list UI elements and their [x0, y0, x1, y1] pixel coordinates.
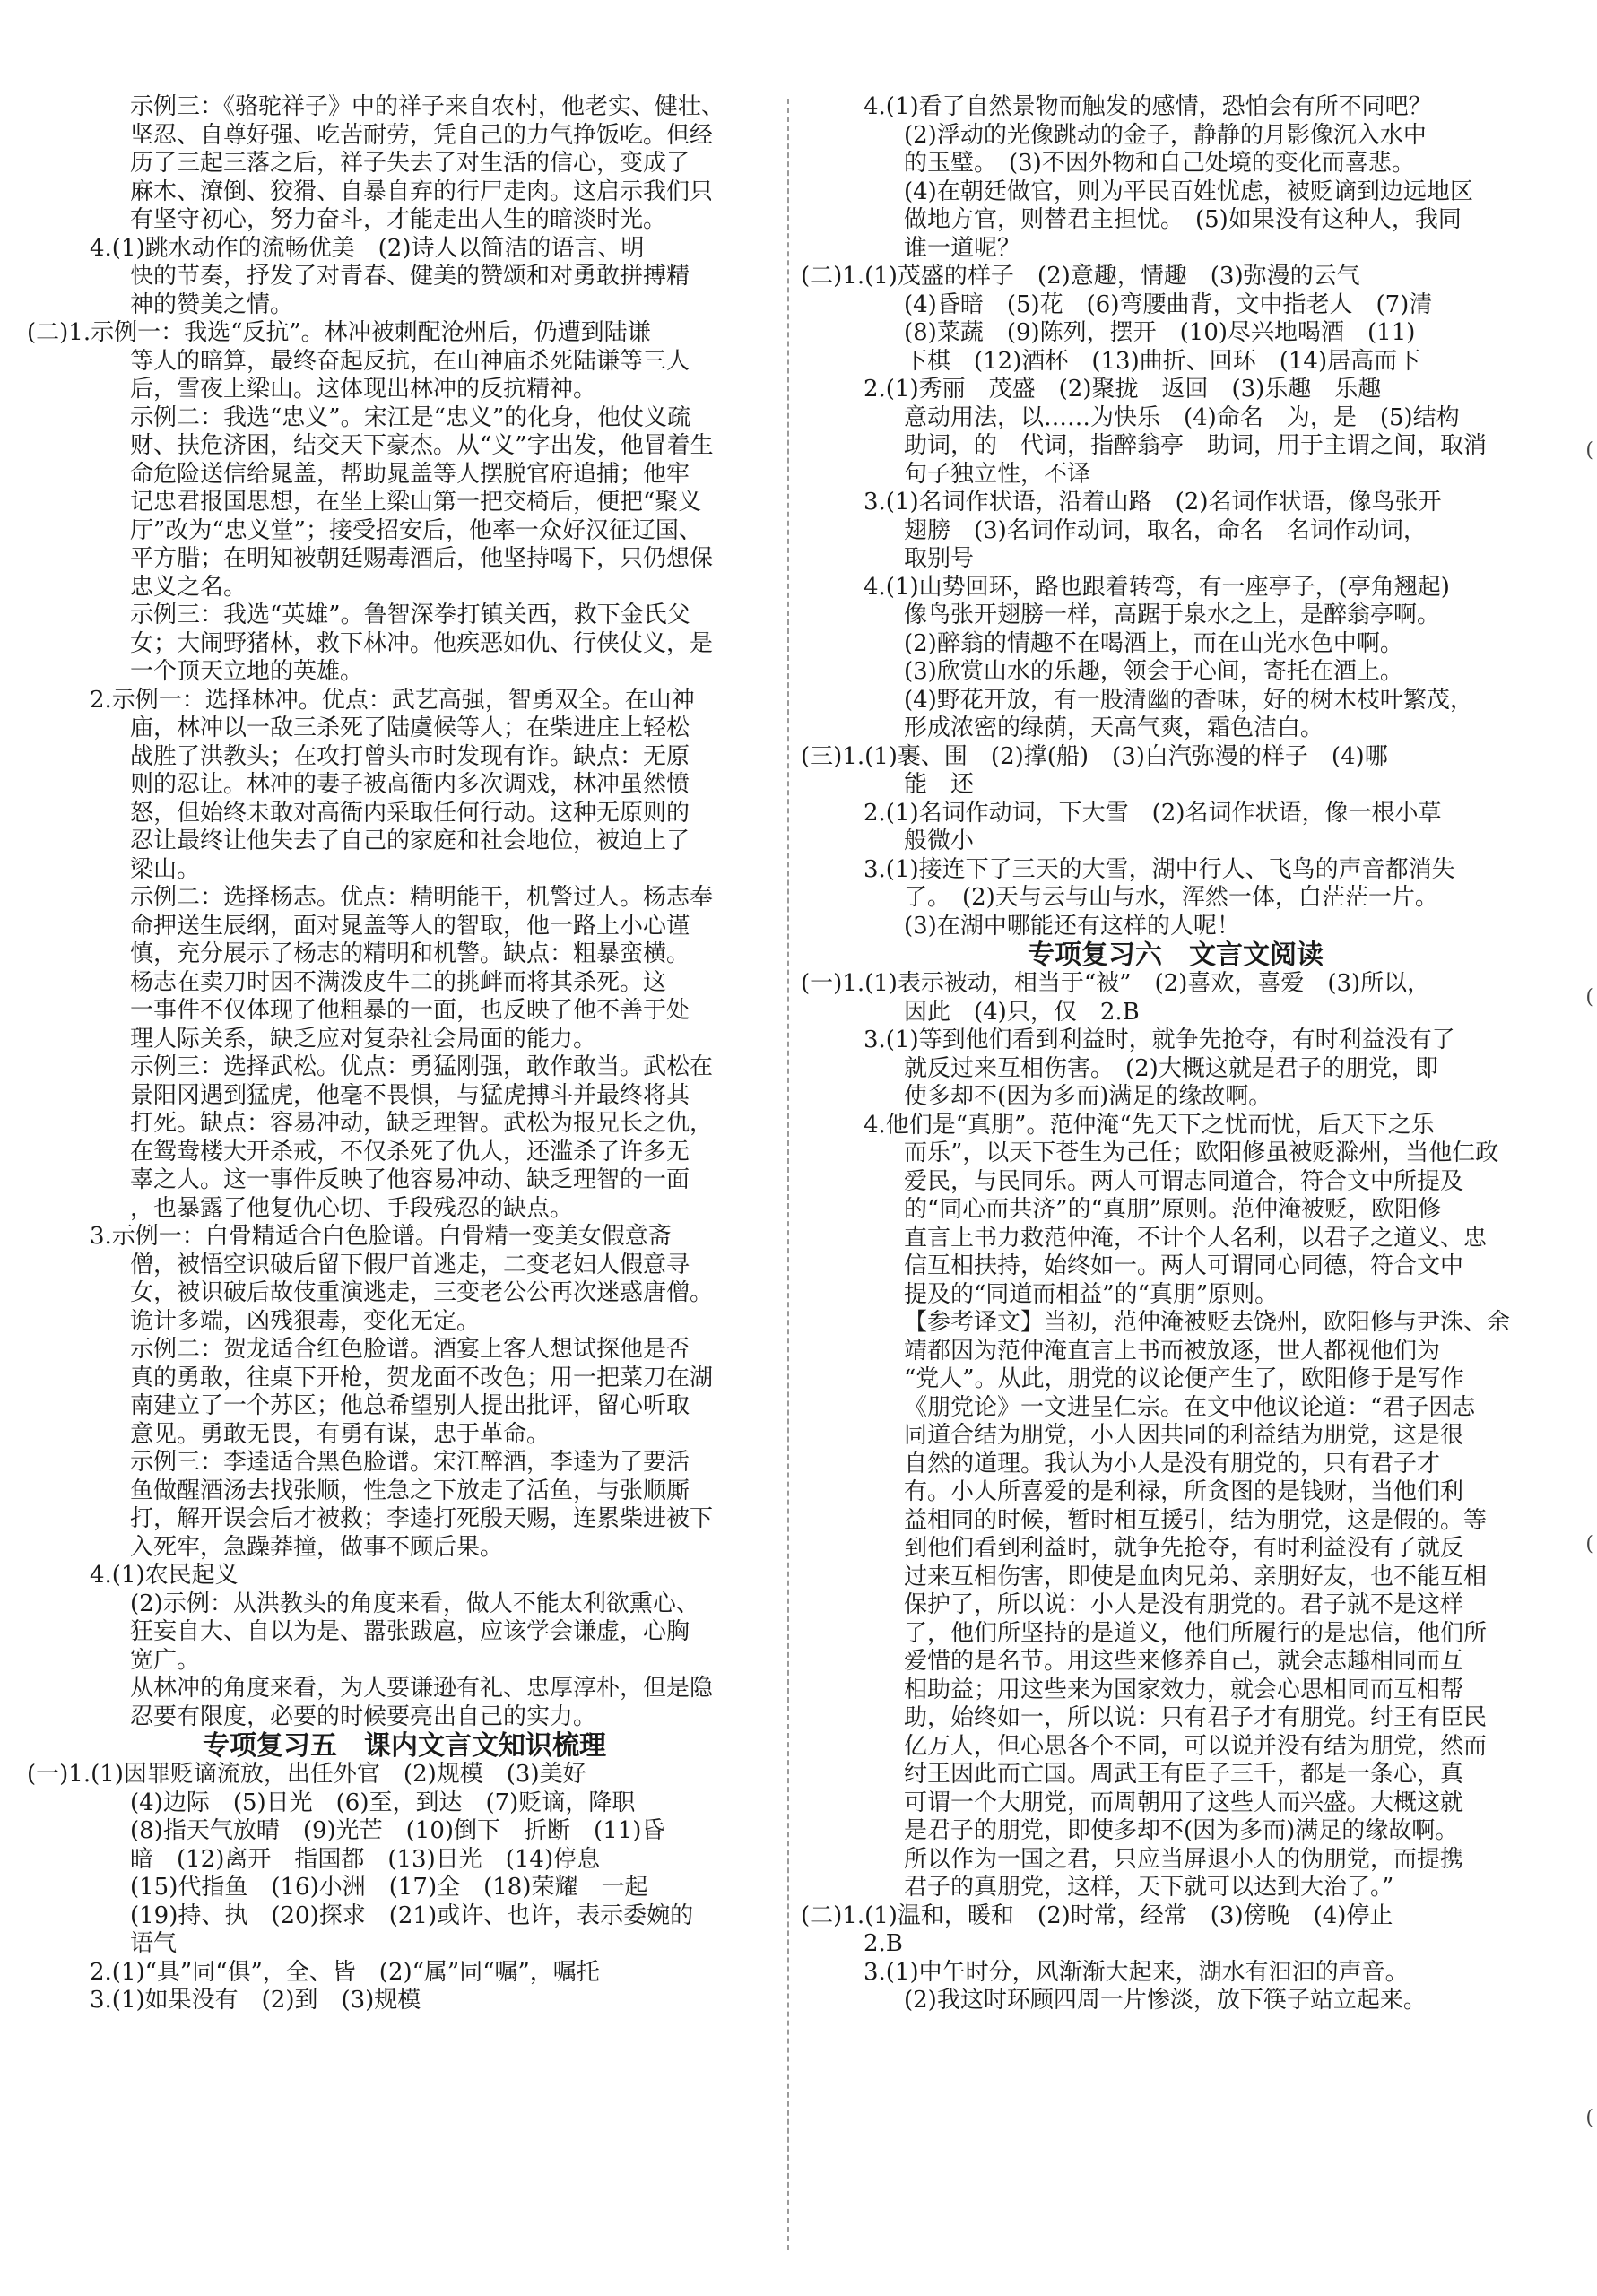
answer-line: ，也暴露了他复仇心切、手段残忍的缺点。	[130, 1194, 574, 1222]
answer-line: 命危险送信给晁盖，帮助晁盖等人摆脱官府追捕；他牢	[130, 460, 690, 488]
answer-line: 宽广。	[130, 1646, 201, 1674]
answer-line: (三)1.(1)裹、围 (2)撑(船) (3)白汽弥漫的样子 (4)哪	[801, 742, 1388, 770]
answer-line: 句子独立性，不译	[904, 460, 1091, 488]
answer-line: 助，始终如一，所以说：只有君子才有朋党。纣王有臣民	[904, 1704, 1488, 1731]
answer-line: 翅膀 (3)名词作动词，取名，命名 名词作动词，	[904, 516, 1427, 544]
answer-line: (3)在湖中哪能还有这样的人呢！	[904, 912, 1240, 940]
answer-line: 取别号	[904, 545, 975, 572]
answer-line: 君子的真朋党，这样，天下就可以达到大治了。”	[904, 1874, 1394, 1901]
answer-line: 一事件不仅体现了他粗暴的一面，也反映了他不善于处	[130, 997, 690, 1024]
answer-line: 同道合结为朋党，小人因共同的利益结为朋党，这是很	[904, 1422, 1464, 1449]
answer-line: 信互相扶持，始终如一。两人可谓同心同德，符合文中	[904, 1252, 1464, 1279]
answer-line: 到他们看到利益时，就争先抢夺，有时利益没有了就反	[904, 1535, 1464, 1562]
answer-line: 入死牢，急躁莽撞，做事不顾后果。	[130, 1533, 504, 1561]
answer-line: 诡计多端，凶残狠毒，变化无定。	[130, 1307, 481, 1335]
answer-line: (8)指天气放晴 (9)光芒 (10)倒下 折断 (11)昏	[130, 1817, 665, 1844]
answer-line: 梁山。	[130, 855, 201, 883]
answer-line: 3.(1)接连下了三天的大雪，湖中行人、飞鸟的声音都消失	[864, 855, 1455, 883]
answer-line: 靖都因为范仲淹直言上书而被放逐，世人都视他们为	[904, 1337, 1441, 1365]
answer-line: 2.(1)名词作动词，下大雪 (2)名词作状语，像一根小草	[864, 799, 1442, 827]
answer-line: 打死。缺点：容易冲动，缺乏理智。武松为报兄长之仇，	[130, 1110, 714, 1137]
answer-line: 3.(1)名词作状语，沿着山路 (2)名词作状语，像鸟张开	[864, 489, 1442, 516]
answer-line: “党人”。从此，朋党的议论便产生了，欧阳修于是写作	[904, 1365, 1464, 1392]
answer-line: 下棋 (12)酒杯 (13)曲折、回环 (14)居高而下	[904, 347, 1421, 375]
answer-line: 等人的暗算，最终奋起反抗，在山神庙杀死陆谦等三人	[130, 347, 690, 375]
answer-line: 慎，充分展示了杨志的精明和机警。缺点：粗暴蛮横。	[130, 940, 690, 967]
answer-line: 暗 (12)离开 指国都 (13)日光 (14)停息	[130, 1845, 601, 1873]
answer-line: 而乐”，以天下苍生为己任；欧阳修虽被贬滁州，当他仁政	[904, 1139, 1499, 1166]
answer-line: 3.(1)如果没有 (2)到 (3)规模	[90, 1987, 421, 2014]
answer-line: 自然的道理。我认为小人是没有朋党的，只有君子才	[904, 1450, 1441, 1477]
answer-line: 示例三：我选“英雄”。鲁智深拳打镇关西，救下金氏父	[130, 602, 690, 628]
answer-line: 战胜了洪教头；在攻打曾头市时发现有诈。缺点：无原	[130, 742, 690, 770]
edge-mark: (	[1585, 2107, 1593, 2129]
answer-line: 是君子的朋党，即使多却不(因为多而)满足的缘故啊。	[904, 1817, 1459, 1844]
answer-line: 示例三：李逵适合黑色脸谱。宋江醉酒，李逵为了要活	[130, 1449, 690, 1476]
answer-line: 直言上书力救范仲淹，不计个人名利，以君子之道义、忠	[904, 1224, 1488, 1252]
answer-line: 形成浓密的绿荫，天高气爽，霜色洁白。	[904, 715, 1324, 741]
answer-line: 厅”改为“忠义堂”；接受招安后，他率一众好汉征辽国、	[130, 516, 702, 544]
answer-line: 【参考译文】当初，范仲淹被贬去饶州，欧阳修与尹洙、余	[904, 1309, 1511, 1336]
answer-line: 2.B	[864, 1930, 903, 1957]
answer-line: 示例二：贺龙适合红色脸谱。酒宴上客人想试探他是否	[130, 1336, 690, 1363]
answer-line: 爱民，与民同乐。两人可谓志同道合，符合文中所提及	[904, 1167, 1464, 1195]
answer-line: 亿万人，但心思各个不同，可以说并没有结为朋党，然而	[904, 1732, 1488, 1760]
answer-line: (15)代指鱼 (16)小洲 (17)全 (18)荣耀 一起	[130, 1874, 648, 1901]
answer-line: 景阳冈遇到猛虎，他毫不畏惧，与猛虎搏斗并最终将其	[130, 1081, 690, 1109]
answer-line: 纣王因此而亡国。周武王有臣子三千，都是一条心，真	[904, 1761, 1464, 1788]
answer-line: 提及的“同道而相益”的“真朋”原则。	[904, 1280, 1279, 1308]
left-column	[27, 93, 782, 2015]
answer-line: (一)1.(1)表示被动，相当于“被” (2)喜欢，喜爱 (3)所以，	[801, 970, 1431, 997]
section-heading: 专项复习五 课内文言文知识梳理	[203, 1731, 606, 1761]
section-heading: 专项复习六 文言文阅读	[1028, 940, 1324, 970]
answer-line: (2)我这时环顾四周一片惨淡，放下筷子站立起来。	[904, 1987, 1427, 2014]
answer-line: 保护了，所以说：小人是没有朋党的。君子就不是这样	[904, 1591, 1464, 1618]
answer-line: 过来互相伤害，即使是血肉兄弟、亲朋好友，也不能互相	[904, 1563, 1488, 1590]
answer-line: 像鸟张开翅膀一样，高踞于泉水之上，是醉翁亭啊。	[904, 602, 1441, 628]
answer-line: (19)持、执 (20)探求 (21)或许、也许，表示委婉的	[130, 1902, 694, 1929]
answer-line: 神的赞美之情。	[130, 290, 294, 318]
answer-line: 使多却不(因为多而)满足的缘故啊。	[904, 1083, 1272, 1110]
answer-line: 因此 (4)只，仅 2.B	[904, 998, 1140, 1026]
answer-line: 快的节奏，抒发了对青春、健美的赞颂和对勇敢拼搏精	[130, 263, 690, 290]
answer-line: (8)菜蔬 (9)陈列，摆开 (10)尽兴地喝酒 (11)	[904, 319, 1416, 346]
answer-line: (3)欣赏山水的乐趣，领会于心间，寄托在酒上。	[904, 658, 1403, 685]
answer-line: 4.(1)看了自然景物而触发的感情，恐怕会有所不同吧？	[864, 93, 1432, 120]
answer-line: 2.(1)秀丽 茂盛 (2)聚拢 返回 (3)乐趣 乐趣	[864, 376, 1382, 403]
answer-line: 杨志在卖刀时因不满泼皮牛二的挑衅而将其杀死。这	[130, 968, 667, 996]
answer-line: 辜之人。这一事件反映了他容易冲动、缺乏理智的一面	[130, 1166, 690, 1193]
answer-line: 打，解开误会后才被救；李逵打死殷天赐，连累柴进被下	[130, 1505, 714, 1532]
answer-line: 3.(1)中午时分，风渐渐大起来，湖水有汩汩的声音。	[864, 1958, 1409, 1986]
answer-line: (4)边际 (5)日光 (6)至，到达 (7)贬谪，降职	[130, 1789, 636, 1816]
answer-line: 坚忍、自尊好强、吃苦耐劳，凭自己的力气挣饭吃。但经	[130, 121, 714, 149]
answer-line: 2.(1)“具”同“俱”，全、皆 (2)“属”同“嘱”，嘱托	[90, 1958, 600, 1986]
answer-line: 则的忍让。林冲的妻子被高衙内多次调戏，林冲虽然愤	[130, 771, 690, 798]
answer-line: 4.(1)跳水动作的流畅优美 (2)诗人以简洁的语言、明	[90, 234, 645, 262]
answer-line: 就反过来互相伤害。 (2)大概这就是君子的朋党，即	[904, 1054, 1438, 1082]
answer-line: 能 还	[904, 771, 975, 798]
answer-line: (一)1.(1)因罪贬谪流放，出任外官 (2)规模 (3)美好	[27, 1761, 586, 1788]
answer-line: 怒，但始终未敢对高衙内采取任何行动。这种无原则的	[130, 799, 690, 827]
answer-line: 一个顶天立地的英雄。	[130, 658, 364, 685]
answer-line: 益相同的时候，暂时相互援引，结为朋党，这是假的。等	[904, 1506, 1488, 1534]
answer-line: 爱惜的是名节。用这些来修养自己，就会志趣相同而互	[904, 1648, 1464, 1675]
answer-line: (2)示例：从洪教头的角度来看，做人不能太利欲熏心、	[130, 1590, 699, 1617]
answer-line: 的玉璧。 (3)不因外物和自己处境的变化而喜悲。	[904, 150, 1415, 177]
answer-line: 般微小	[904, 827, 975, 854]
answer-line: (4)在朝廷做官，则为平民百姓忧虑，被贬谪到边远地区	[904, 178, 1473, 205]
answer-line: (2)浮动的光像跳动的金子，静静的月影像沉入水中	[904, 121, 1427, 149]
answer-line: 真的勇敢，往桌下开枪，贺龙面不改色；用一把菜刀在湖	[130, 1364, 714, 1391]
answer-line: (2)醉翁的情趣不在喝酒上，而在山光水色中啊。	[904, 629, 1403, 657]
answer-line: 意见。勇敢无畏，有勇有谋，忠于革命。	[130, 1420, 551, 1448]
answer-line: (4)野花开放，有一股清幽的香味，好的树木枝叶繁茂，	[904, 686, 1473, 714]
answer-line: 狂妄自大、自以为是、嚣张跋扈，应该学会谦虚，心胸	[130, 1618, 690, 1645]
answer-line: (二)1.(1)茂盛的样子 (2)意趣，情趣 (3)弥漫的云气	[801, 263, 1360, 290]
right-column	[801, 93, 1550, 2015]
answer-line: 3.(1)等到他们看到利益时，就争先抢夺，有时利益没有了	[864, 1027, 1455, 1053]
answer-line: 命押送生辰纲，面对晁盖等人的智取，他一路上小心谨	[130, 912, 690, 940]
answer-line: 理人际关系，缺乏应对复杂社会局面的能力。	[130, 1025, 597, 1053]
answer-line: 南建立了一个苏区；他总希望别人提出批评，留心听取	[130, 1392, 690, 1419]
edge-mark: (	[1585, 1533, 1593, 1555]
answer-line: 助词，的 代词，指醉翁亭 助词，用于主谓之间，取消	[904, 432, 1488, 459]
answer-line: 记忠君报国思想，在坐上梁山第一把交椅后，便把“聚义	[130, 489, 702, 516]
answer-line: 谁一道呢？	[904, 234, 1021, 262]
answer-line: 《朋党论》一文进呈仁宗。在文中他议论道：“君子因志	[904, 1393, 1476, 1421]
answer-line: 忍让最终让他失去了自己的家庭和社会地位，被迫上了	[130, 827, 690, 854]
answer-line: 财、扶危济困，结交天下豪杰。从“义”字出发，他冒着生	[130, 432, 714, 459]
answer-line: 后，雪夜上梁山。这体现出林冲的反抗精神。	[130, 376, 597, 403]
answer-line: 示例二：我选“忠义”。宋江是“忠义”的化身，他仗义疏	[130, 403, 691, 431]
answer-line: 麻木、潦倒、狡猾、自暴自弃的行尸走肉。这启示我们只	[130, 178, 714, 205]
answer-line: 示例二：选择杨志。优点：精明能干，机警过人。杨志奉	[130, 884, 714, 911]
answer-line: 所以作为一国之君，只应当屏退小人的伪朋党，而提携	[904, 1845, 1464, 1873]
answer-line: 有坚守初心，努力奋斗，才能走出人生的暗淡时光。	[130, 206, 667, 233]
answer-line: 3.示例一：白骨精适合白色脸谱。白骨精一变美女假意斋	[90, 1223, 672, 1250]
answer-line: 了，他们所坚持的是道义，他们所履行的是忠信，他们所	[904, 1619, 1488, 1647]
answer-line: 僧，被悟空识破后留下假尸首逃走，二变老妇人假意寻	[130, 1251, 690, 1278]
answer-line: (4)昏暗 (5)花 (6)弯腰曲背，文中指老人 (7)清	[904, 290, 1433, 318]
answer-line: 忠义之名。	[130, 573, 247, 601]
answer-line: 历了三起三落之后，祥子失去了对生活的信心，变成了	[130, 150, 690, 177]
answer-line: 4.(1)山势回环，路也跟着转弯，有一座亭子，(亭角翘起)	[864, 573, 1450, 601]
answer-line: 平方腊；在明知被朝廷赐毒酒后，他坚持喝下，只仍想保	[130, 545, 714, 572]
answer-line: 忍要有限度，必要的时候要亮出自己的实力。	[130, 1703, 597, 1730]
answer-line: 示例三：《骆驼祥子》中的祥子来自农村，他老实、健壮、	[130, 93, 725, 120]
answer-line: 鱼做醒酒汤去找张顺，性急之下放走了活鱼，与张顺厮	[130, 1477, 690, 1504]
answer-line: 有。小人所喜爱的是利禄，所贪图的是钱财，当他们利	[904, 1478, 1464, 1505]
answer-line: 4.(1)农民起义	[90, 1562, 239, 1589]
answer-line: 相助益；用这些来为国家效力，就会心思相同而互相帮	[904, 1676, 1464, 1703]
answer-line: 可谓一个大朋党，而周朝用了这些人而兴盛。大概这就	[904, 1789, 1464, 1816]
edge-mark: (	[1585, 439, 1593, 462]
edge-mark: (	[1585, 986, 1593, 1009]
answer-line: 2.示例一：选择林冲。优点：武艺高强，智勇双全。在山神	[90, 686, 695, 714]
answer-line: 做地方官，则替君主担忧。 (5)如果没有这种人，我同	[904, 206, 1462, 233]
answer-line: 语气	[130, 1930, 178, 1957]
answer-line: 的“同心而共济”的“真朋”原则。范仲淹被贬，欧阳修	[904, 1196, 1442, 1223]
answer-line: (二)1.(1)温和，暖和 (2)时常，经常 (3)傍晚 (4)停止	[801, 1902, 1393, 1929]
answer-line: 意动用法，以……为快乐 (4)命名 为，是 (5)结构	[904, 403, 1460, 431]
answer-line: 示例三：选择武松。优点：勇猛刚强，敢作敢当。武松在	[130, 1053, 714, 1080]
column-divider	[787, 99, 789, 2250]
answer-line: 4.他们是“真朋”。范仲淹“先天下之忧而忧，后天下之乐	[864, 1111, 1435, 1139]
answer-line: 从林冲的角度来看，为人要谦逊有礼、忠厚淳朴，但是隐	[130, 1675, 714, 1702]
answer-line: 女，被识破后故伎重演逃走，三变老公公再次迷惑唐僧。	[130, 1279, 714, 1306]
answer-line: 在鸳鸯楼大开杀戒，不仅杀死了仇人，还滥杀了许多无	[130, 1138, 690, 1165]
answer-line: 庙，林冲以一敌三杀死了陆虞候等人；在柴进庄上轻松	[130, 715, 690, 741]
answer-line: (二)1.示例一：我选“反抗”。林冲被刺配沧州后，仍遭到陆谦	[27, 319, 651, 346]
answer-line: 女；大闹野猪林，救下林冲。他疾恶如仇、行侠仗义，是	[130, 629, 714, 657]
answer-line: 了。 (2)天与云与山与水，浑然一体，白茫茫一片。	[904, 884, 1438, 911]
